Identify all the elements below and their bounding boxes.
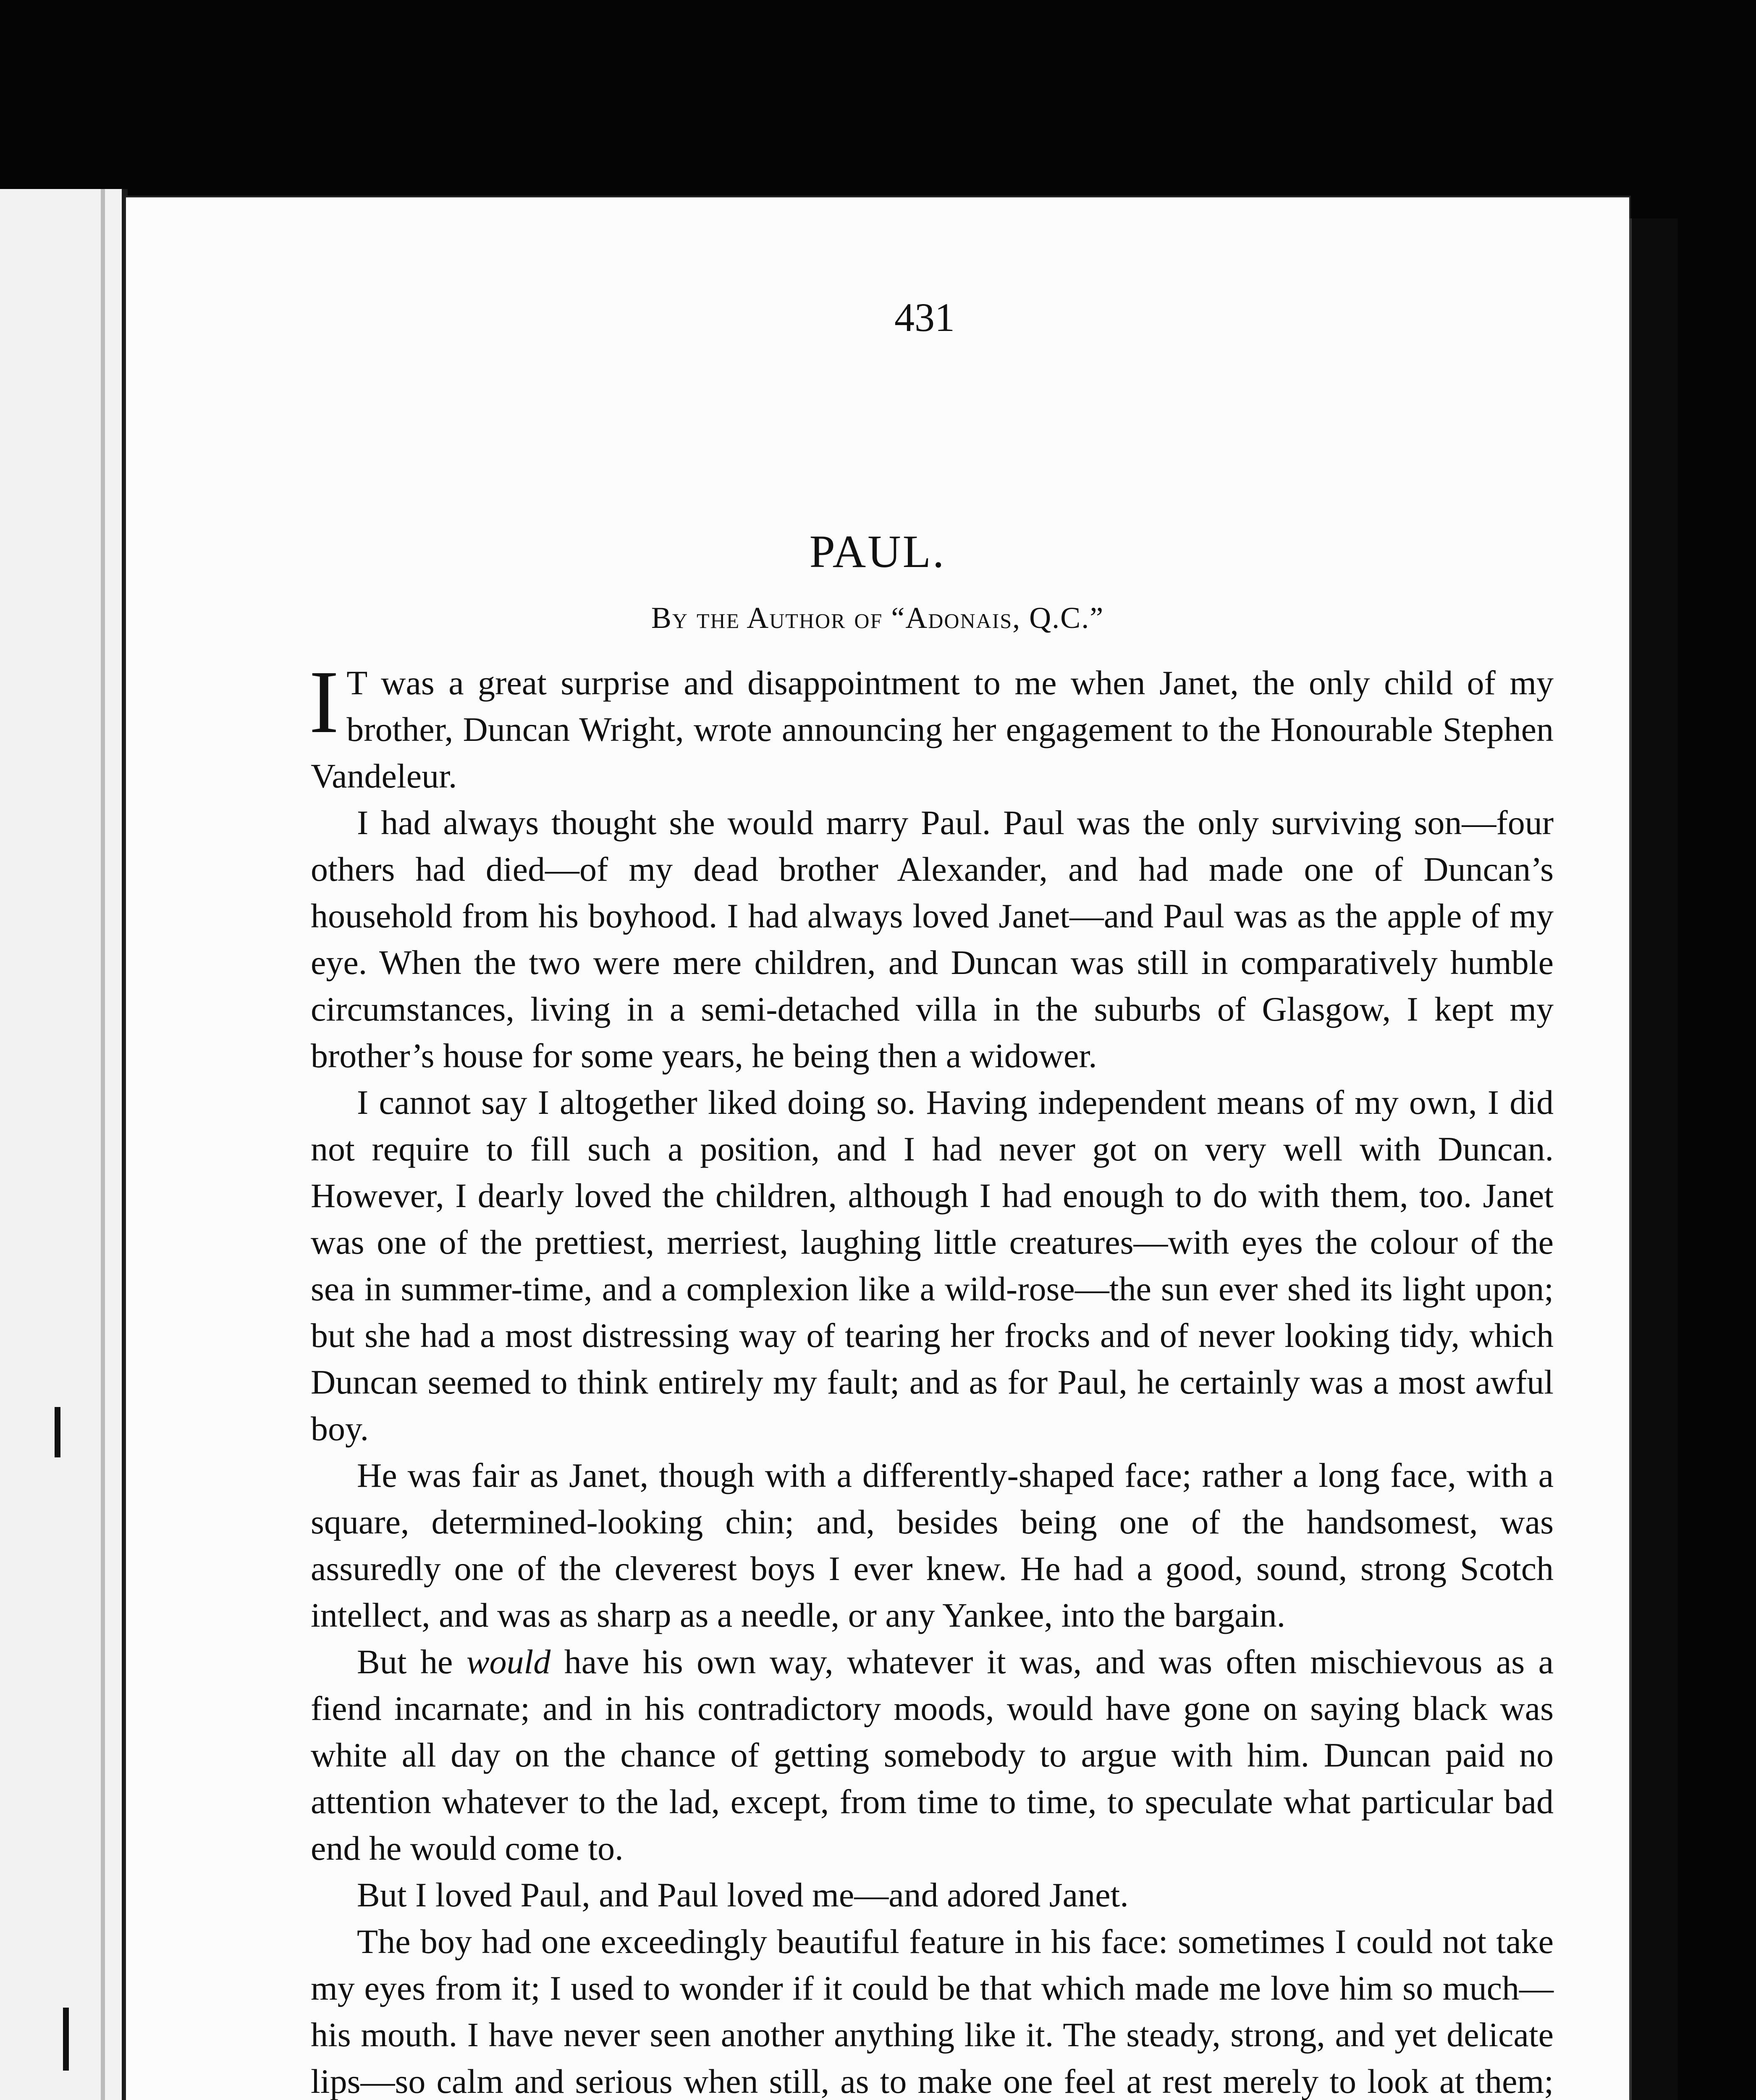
paragraph xyxy=(309,652,1554,799)
page-right-edge xyxy=(1629,218,1678,2100)
byline: By the Author of “Adonais, Q.C.” xyxy=(651,601,1104,635)
paragraph: The boy had one exceedingly beautiful feature in his face: sometimes I could not take my eyes from it; I used to wonder if it could be that which made me love him so much—his mouth. I have never seen another anything like it. The steady, strong, and yet delicate lips—so calm and serious when still, as to make one feel at rest merely to look at them; xyxy=(311,1922,1554,2100)
scan-speck xyxy=(63,2008,69,2071)
page-number: 431 xyxy=(894,295,955,340)
paragraph-text: But he xyxy=(357,1643,467,1681)
story-title: PAUL. xyxy=(809,526,946,577)
story-body xyxy=(309,652,1554,2100)
paragraph: But I loved Paul, and Paul loved me—and adored Janet. xyxy=(357,1876,1129,1914)
paragraph: He was fair as Janet, though with a differently-shaped face; rather a long face, with a square, determined-looking chin; and, besides being one of the handsomest, was assuredly one of the cleverest boys I ever knew. He had a good, sound, strong Scotch intellect, and was as sharp as a needle, or any Yankee, into the bargain. xyxy=(311,1456,1554,1634)
paragraph xyxy=(311,1638,1554,1872)
paragraph-text: have his own way, whatever it was, and was often mischievous as a fiend incarnate; and in his contradictory moods, would have gone on saying black was white all day on the chance of getting somebody to argue with him. Duncan paid no attention whatever to the lad, except, from time to time, to speculate what particular bad end he would come to. xyxy=(311,1643,1554,1867)
previous-page-edge xyxy=(0,189,128,2100)
drop-cap: I xyxy=(309,652,339,752)
book-page xyxy=(126,197,1629,2100)
paragraph: I cannot say I altogether liked doing so. Having independent means of my own, I did not require to fill such a position, and I had never got on very well with Duncan. However, I dearly loved the children, although I had enough to do with them, too. Janet was one of the prettiest, merriest, laughing little creatures—with eyes the colour of the sea in summer-time, and a complexion like a wild-rose—the sun ever shed its light upon; but she had a most distressing way of tearing her frocks and of never looking tidy, which Duncan seemed to think entirely my fault; and as for Paul, he certainly was a most awful boy. xyxy=(311,1083,1554,1448)
paragraph-text: T was a great surprise and disappointment to me when Janet, the only child of my brother, Duncan Wright, wrote announcing her engagement to the Honourable Stephen Vandeleur. xyxy=(311,664,1554,795)
scan-speck xyxy=(55,1407,60,1457)
emphasized-word: would xyxy=(466,1643,551,1681)
paragraph: I had always thought she would marry Paul. Paul was the only surviving son—four others had died—of my dead brother Alexander, and had made one of Duncan’s household from his boyhood. I had always loved Janet—and Paul was as the apple of my eye. When the two were mere children, and Duncan was still in comparatively humble circumstances, living in a semi-detached villa in the suburbs of Glasgow, I kept my brother’s house for some years, he being then a widower. xyxy=(311,803,1554,1075)
binding-shadow xyxy=(101,189,105,2100)
